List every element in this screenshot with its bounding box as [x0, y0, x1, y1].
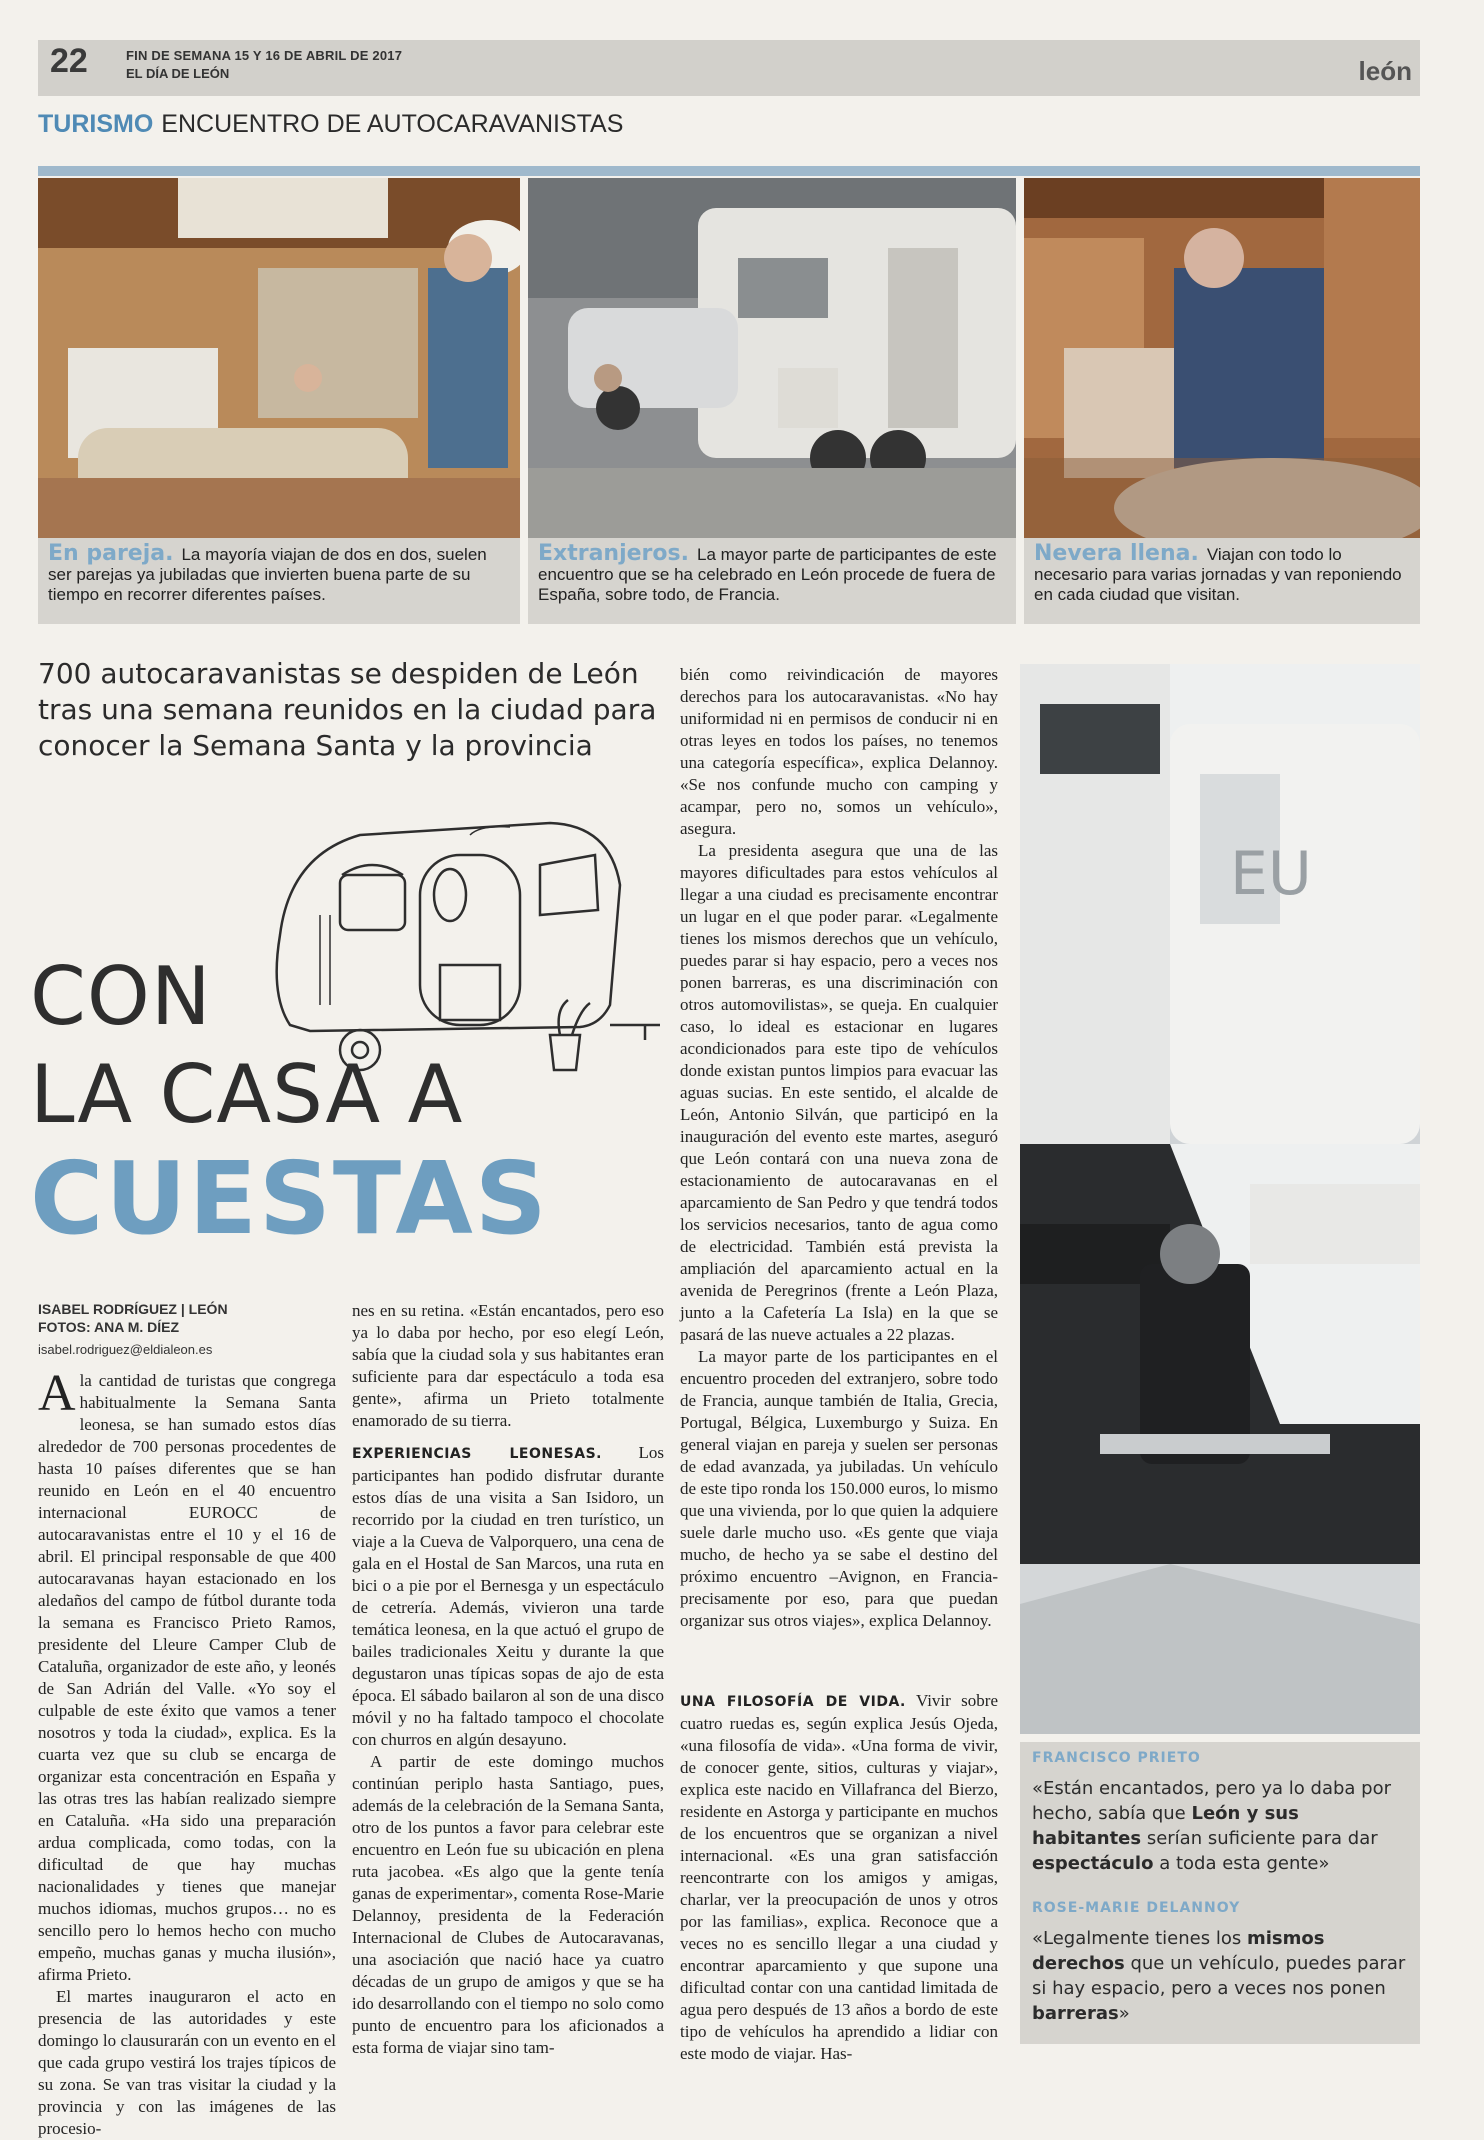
paragraph: La mayor parte de los participantes en el encuentro proceden del extranjero, sobre todo de Francia, aunque también de Italia, Grecia, Portugal, Bélgica, Luxemburgo y Suiza. En general viajan en pareja y suelen ser personas de edad avanzada, ya jubiladas. Un vehículo de este tipo ronda los 150.000 euros, lo mismo que una vivienda, por lo que quien la adquiere suele darle mucho uso. «Es gente que viaja mucho, de hecho ya se sabe el destino del próximo encuentro –Avignon, en Francia- precisamente por eso, para que puedan organizar sus otros viajes», explica Delannoy. — [680, 1347, 998, 1630]
caption-en-pareja — [38, 538, 520, 624]
quote-text — [1032, 1926, 1412, 2026]
quote-box — [1020, 1742, 1420, 2044]
photo-en-pareja — [38, 178, 520, 538]
svg-text:EU: EU — [1230, 839, 1312, 909]
headline-line-3: CUESTAS — [30, 1140, 549, 1257]
caption-lead: Extranjeros. — [538, 541, 689, 566]
header-section: león — [1358, 56, 1412, 86]
section-kicker: TURISMO — [38, 110, 154, 138]
quote-fragment: » — [1118, 2003, 1130, 2024]
caption-extranjeros — [528, 538, 1016, 624]
quote-fragment: «Legalmente tienes los — [1032, 1928, 1247, 1949]
author-email[interactable]: isabel.rodriguez@eldialeon.es — [38, 1342, 213, 1357]
article-column-3 — [680, 664, 998, 1632]
paragraph: la cantidad de turistas que congrega habitualmente la Semana Santa leonesa, se han sumado estos días alrededor de 700 personas procedentes de hasta 10 países diferentes que se han reunido en León en el 40 encuentro internacional EUROCC de autocaravanistas entre el 10 y el 16 de abril. El principal responsable de que 400 autocaravanas hayan estacionado en los aledaños del campo de fútbol durante toda la semana es Francisco Prieto Ramos, presidente del Lleure Camper Club de Cataluña, organizador de este año, y leonés de San Adrián del Valle. «Yo soy el culpable de este éxito que vamos a tener nosotros y toda la ciudad», explica. Es la cuarta vez que su club se encarga de organizar esta concentración en España y las otras tres las habían realizado siempre en Cataluña. «Ha sido una preparación ardua complicada, como todas, con la dificultad de que hay muchas nacionalidades y tienes que manejar muchos idiomas, muchos grupos… no es sencillo pero lo hemos hecho con mucho empeño, muchas ganas y mucha ilusión», afirma Prieto. — [38, 1371, 336, 1984]
header-date: FIN DE SEMANA 15 Y 16 DE ABRIL DE 2017 — [126, 48, 403, 63]
quote-fragment: que un vehículo, puedes parar si hay espacio, pero a veces nos ponen — [1032, 1953, 1406, 1999]
section-line — [38, 110, 623, 139]
paragraph: nes en su retina. «Están encantados, pero eso ya lo daba por hecho, por eso elegí León, sabía que la ciudad sola y sus habitantes eran suficiente para dar espectáculo a toda esa gente», afirma un Prieto totalmente enamorado de su tierra. — [352, 1301, 664, 1430]
quote-fragment: serían suficiente para dar — [1141, 1828, 1378, 1849]
subheading: EXPERIENCIAS LEONESAS. — [352, 1446, 602, 1462]
quote-text — [1032, 1776, 1412, 1876]
caption-lead: En pareja. — [48, 541, 174, 566]
paragraph: Vivir sobre cuatro ruedas es, según explica Jesús Ojeda, «una filosofía de vida». «Una forma de vivir, de conocer gente, sitios, culturas y viajar», explica este nacido en Villafranca del Bierzo, residente en Astorga y participante en muchos de los encuentros que se organizan a nivel internacional. «Es una gran satisfacción reencontrarte con los amigos y amigas, charlar, ver la preocupación de unos y otros por las familias», explica. Reconoce que a veces no es sencillo llegar a una ciudad y encontrar aparcamiento y que supone una dificultad contar con una cantidad limitada de agua pero después de 13 años a bordo de este tipo de vehículos ha aprendido a lidiar con este modo de viajar. Has- — [680, 1691, 998, 2063]
article-column-1 — [38, 1365, 336, 2140]
caption-text: La mayor parte de participantes de este encuentro que se ha celebrado en León procede de fuera de España, sobre todo, de Francia. — [538, 545, 997, 604]
photo-extranjeros — [528, 178, 1016, 538]
caption-text: Viajan con todo lo necesario para varias jornadas y van reponiendo en cada ciudad que visitan. — [1034, 545, 1402, 604]
article-subtitle: 700 autocaravanistas se despiden de León tras una semana reunidos en la ciudad para conocer la Semana Santa y la provincia — [38, 657, 657, 762]
paragraph: El martes inauguraron el acto en presencia de las autoridades y este domingo lo clausurarán con un evento en el que cada grupo vestirá los trajes típicos de su zona. Se van tras visitar la ciudad y la provincia y con las imágenes de las procesio- — [38, 1987, 336, 2138]
quote-emphasis: León y sus habitantes — [1032, 1803, 1299, 1849]
quote-fragment: a toda esta gente» — [1153, 1853, 1330, 1874]
quote-fragment: «Están encantados, pero ya lo daba por hecho, sabía que — [1032, 1778, 1391, 1824]
subheading: UNA FILOSOFÍA DE VIDA. — [680, 1694, 906, 1710]
headline-line-1: CON — [30, 950, 212, 1043]
section-topic: ENCUENTRO DE AUTOCARAVANISTAS — [161, 110, 624, 138]
paragraph: Los participantes han podido disfrutar durante estos días de una visita a San Isidoro, un recorrido por la ciudad en tren turístico, un viaje a la Cueva de Valporquero, una cena de gala en el Hostal de San Marcos, una ruta en bici o a pie por el Bernesga y un espectáculo de cetrería. Además, vivieron una tarde temática leonesa, en la que actuó el grupo de bailes tradicionales Xeitu y durante la que degustaron unas típicas sopas de ajo de esta época. El sábado bailaron al son de una disco móvil y no ha faltado tampoco el chocolate con churros en algún desayuno. — [352, 1443, 664, 1749]
drop-cap: A — [38, 1365, 76, 1422]
page-number: 22 — [50, 42, 88, 80]
headline-line-2: LA CASA A — [30, 1048, 464, 1141]
byline — [38, 1300, 228, 1336]
quote-author: FRANCISCO PRIETO — [1032, 1750, 1201, 1766]
quote-emphasis: barreras — [1032, 2003, 1119, 2024]
article-column-4 — [680, 1690, 998, 2065]
photo-nevera-llena — [1024, 178, 1420, 538]
byline-author: ISABEL RODRÍGUEZ | LEÓN — [38, 1301, 228, 1317]
paragraph: bién como reivindicación de mayores derechos para los autocaravanistas. «No hay uniformidad ni en permisos de conducir ni en otras leyes en todos los países, no tenemos una categoría específica», explica Delannoy. «Se nos confunde mucho con camping y acampar, pero no, somos un vehículo», asegura. — [680, 665, 998, 838]
newspaper-name: EL DÍA DE LEÓN — [126, 66, 230, 81]
caption-nevera-llena — [1024, 538, 1420, 624]
caption-text: La mayoría viajan de dos en dos, suelen ser parejas ya jubiladas que invierten buena parte de su tiempo en recorrer diferentes países. — [48, 545, 487, 604]
photo-caravan-woman — [1020, 664, 1420, 1734]
quote-emphasis: espectáculo — [1032, 1853, 1154, 1874]
paragraph: La presidenta asegura que una de las mayores dificultades para estos vehículos al llegar a una ciudad es precisamente encontrar un lugar en el que poder parar. «Legalmente tienes los mismos derechos que un vehículo, puedes parar si hay espacio, pero a veces nos ponen barreras, es una discriminación con otros automovilistas», se queja. En cualquier caso, lo ideal es estacionar en lugares acondicionados para este tipo de vehículos donde existan puntos limpios para evacuar las aguas sucias. En este sentido, el alcalde de León, Antonio Silván, que participó en la inauguración del evento este martes, aseguró que León contará con una nueva zona de estacionamiento de autocaravanas en el aparcamiento de San Pedro y que tendrá todos los servicios necesarios, tanto de agua como de electricidad. También está prevista la ampliación del aparcamiento actual en la avenida de Peregrinos (frente a León Plaza, junto a la Cafetería La Isla) en la que se pasará de las nueve actuales a 22 plazas. — [680, 841, 998, 1344]
quote-author: ROSE-MARIE DELANNOY — [1032, 1900, 1241, 1916]
caption-lead: Nevera llena. — [1034, 541, 1199, 566]
section-rule — [38, 166, 1420, 176]
byline-photos: FOTOS: ANA M. DÍEZ — [38, 1319, 180, 1335]
article-column-2 — [352, 1300, 664, 2059]
paragraph: A partir de este domingo muchos continúan periplo hasta Santiago, pues, además de la celebración de la Semana Santa, otro de los puntos a favor para celebrar este encuentro en León fue su ubicación en plena ruta jacobea. «Es algo que la gente tenía ganas de experimentar», comenta Rose-Marie Delannoy, presidenta de la Federación Internacional de Clubes de Autocaravanas, una asociación que nació hace ya cuatro décadas de un grupo de amigos y que se ha ido desarrollando con el tiempo no solo como punto de encuentro para los aficionados a esta forma de viajar sino tam- — [352, 1752, 665, 2057]
quote-emphasis: mismos derechos — [1032, 1928, 1325, 1974]
